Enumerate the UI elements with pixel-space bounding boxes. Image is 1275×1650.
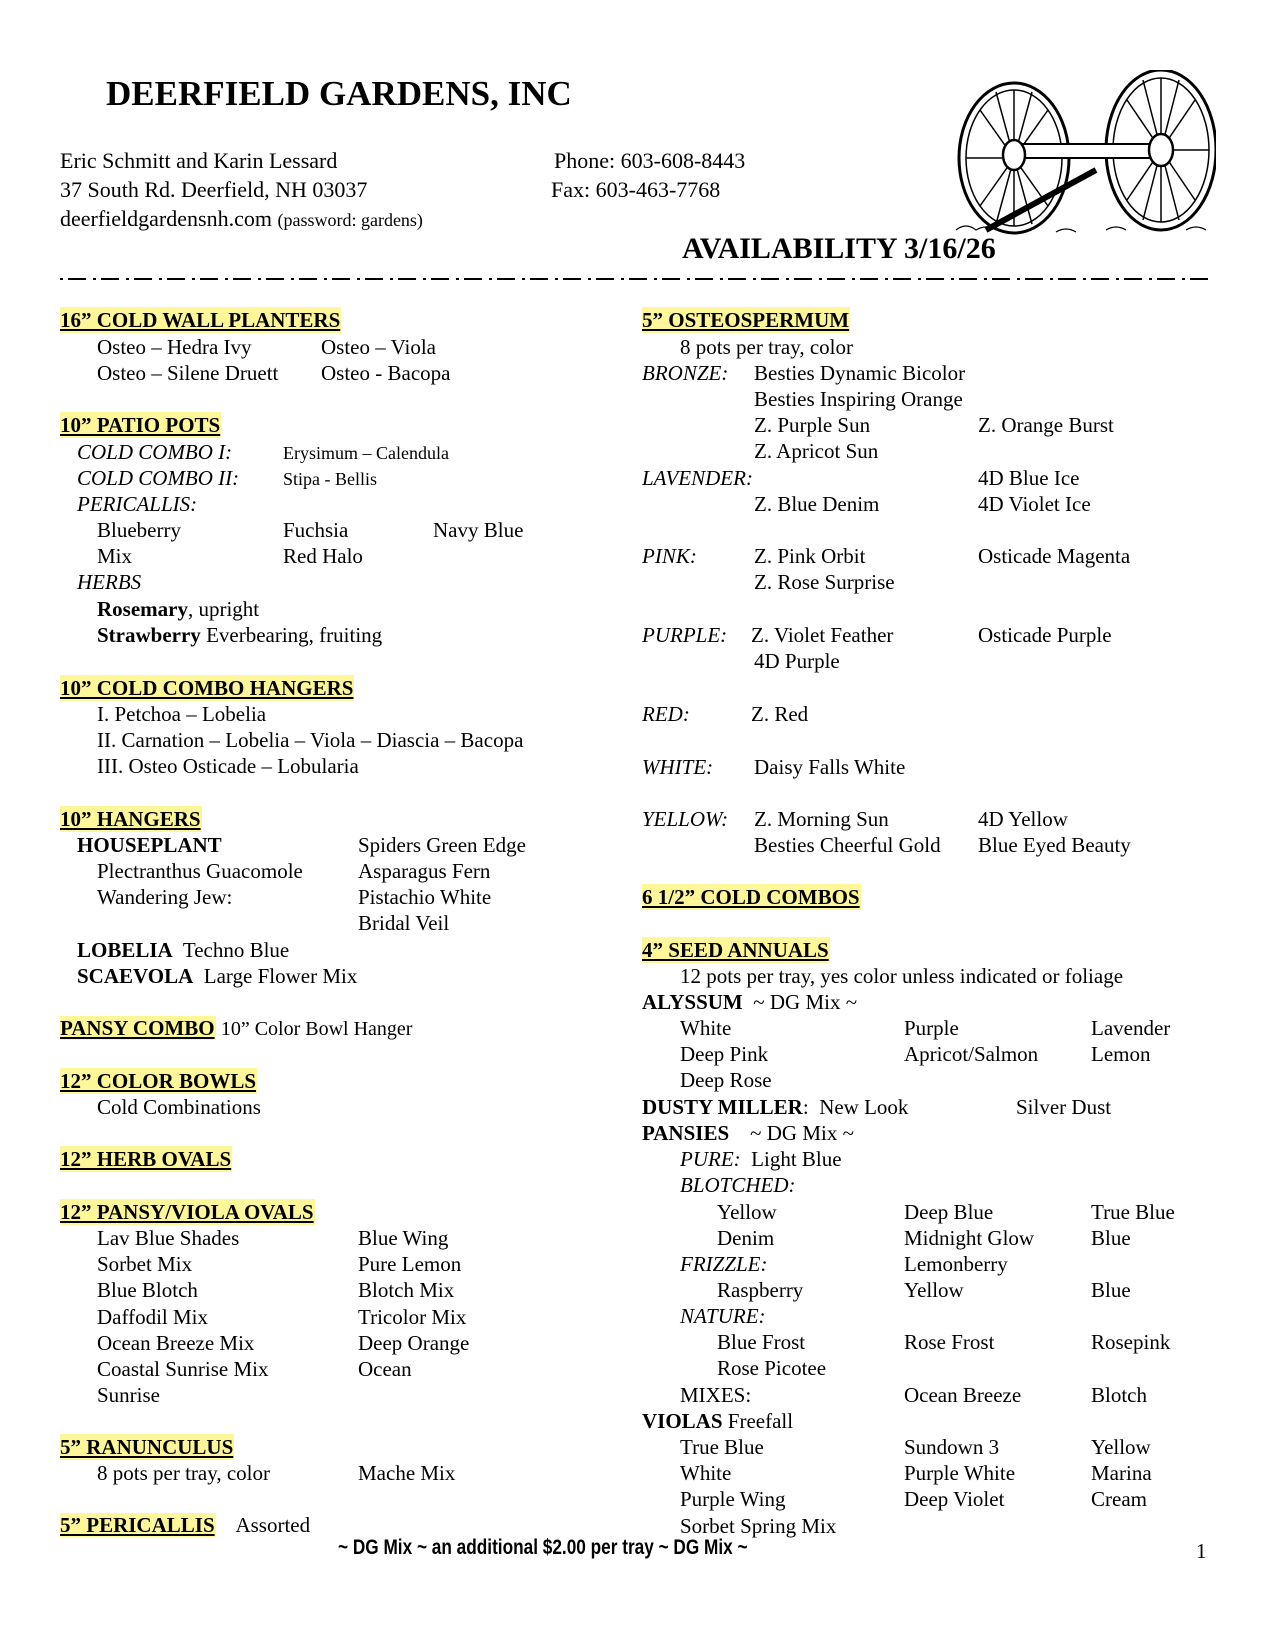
label-cold-combo-1: COLD COMBO I: bbox=[77, 440, 233, 464]
list-item: Osteo – Hedra Ivy bbox=[97, 335, 252, 359]
list-item: White bbox=[680, 1461, 732, 1486]
phone: Phone: 603-608-8443 bbox=[554, 148, 746, 173]
section-title-cold-wall-planters: 16” COLD WALL PLANTERS bbox=[60, 308, 341, 332]
pansy-combo-line: PANSY COMBO 10” Color Bowl Hanger bbox=[60, 1016, 413, 1040]
list-item: I. Petchoa – Lobelia bbox=[97, 702, 267, 726]
list-item: Blue Frost bbox=[717, 1330, 806, 1354]
dash-dot-divider bbox=[60, 278, 1210, 280]
list-item: Lavender bbox=[1091, 1016, 1171, 1040]
list-item: II. Carnation – Lobelia – Viola – Diascia – Bacopa bbox=[97, 728, 524, 752]
list-item: Apricot/Salmon bbox=[904, 1042, 1039, 1067]
pansies-line: PANSIES ~ DG Mix ~ bbox=[642, 1121, 854, 1145]
list-item: Bridal Veil bbox=[358, 911, 450, 935]
list-item: Blue Wing bbox=[358, 1226, 449, 1250]
label-white: WHITE: bbox=[642, 755, 714, 779]
list-item: Z. Rose Surprise bbox=[754, 570, 895, 594]
list-item: Z. Red bbox=[751, 702, 809, 726]
list-item: Rosepink bbox=[1091, 1330, 1171, 1354]
fax: Fax: 603-463-7768 bbox=[551, 177, 721, 202]
list-item: Daisy Falls White bbox=[754, 755, 906, 779]
list-item: Midnight Glow bbox=[904, 1226, 1035, 1250]
list-item: Z. Violet Feather bbox=[751, 623, 894, 647]
label-herbs: HERBS bbox=[77, 570, 142, 594]
list-item: True Blue bbox=[680, 1435, 764, 1459]
herb-rosemary: Rosemary, upright bbox=[97, 597, 260, 621]
list-item: True Blue bbox=[1091, 1200, 1175, 1224]
list-item: Deep Rose bbox=[680, 1068, 772, 1093]
list-item: Deep Orange bbox=[358, 1330, 470, 1355]
list-item: Sorbet Mix bbox=[97, 1252, 193, 1277]
seed-annuals-desc: 12 pots per tray, yes color unless indicated or foliage bbox=[680, 964, 1124, 988]
section-title-osteospermum: 5” OSTEOSPERMUM bbox=[642, 308, 850, 332]
list-item: Sorbet Spring Mix bbox=[680, 1513, 837, 1538]
list-item: Asparagus Fern bbox=[358, 859, 491, 883]
list-item: 4D Yellow bbox=[978, 807, 1068, 831]
list-item: Sundown 3 bbox=[904, 1435, 1000, 1459]
list-item: Lemonberry bbox=[904, 1252, 1008, 1276]
list-item: Rose Picotee bbox=[717, 1356, 827, 1380]
list-item: Red Halo bbox=[283, 544, 363, 568]
list-item: Yellow bbox=[717, 1200, 777, 1224]
osteo-desc: 8 pots per tray, color bbox=[680, 335, 854, 359]
dg-mix-footer-note: ~ DG Mix ~ an additional $2.00 per tray ~ DG Mix ~ bbox=[338, 1536, 748, 1559]
ranunculus-variety: Mache Mix bbox=[358, 1461, 456, 1485]
list-item: Z. Purple Sun bbox=[754, 413, 871, 437]
section-title-cold-combos: 6 1/2” COLD COMBOS bbox=[642, 885, 860, 909]
section-title-color-bowls: 12” COLOR BOWLS bbox=[60, 1069, 257, 1093]
wagon-wheels-illustration bbox=[946, 70, 1216, 240]
list-item: Plectranthus Guacomole bbox=[97, 859, 303, 883]
list-item: Blue Blotch bbox=[97, 1278, 198, 1303]
list-item: Pistachio White bbox=[358, 885, 492, 909]
section-title-cold-combo-hangers: 10” COLD COMBO HANGERS bbox=[60, 676, 354, 700]
list-item: Cream bbox=[1091, 1487, 1147, 1512]
pericallis-5-line: 5” PERICALLIS Assorted bbox=[60, 1513, 311, 1537]
list-item: Blue bbox=[1091, 1278, 1131, 1302]
section-title-herb-ovals: 12” HERB OVALS bbox=[60, 1147, 232, 1171]
label-red: RED: bbox=[642, 702, 690, 726]
list-item: Z. Orange Burst bbox=[978, 413, 1114, 437]
list-item: White bbox=[680, 1016, 732, 1040]
herb-strawberry: Strawberry Everbearing, fruiting bbox=[97, 623, 383, 647]
list-item: Lemon bbox=[1091, 1042, 1151, 1067]
list-item: Z. Apricot Sun bbox=[754, 439, 879, 463]
value-cold-combo-2: Stipa - Bellis bbox=[283, 469, 377, 489]
label-nature: NATURE: bbox=[680, 1304, 766, 1328]
section-title-pericallis-5: 5” PERICALLIS bbox=[60, 1513, 215, 1537]
list-item: Silver Dust bbox=[1016, 1095, 1112, 1119]
scaevola-line: SCAEVOLA Large Flower Mix bbox=[77, 964, 358, 988]
list-item: Rose Frost bbox=[904, 1330, 995, 1354]
list-item: Besties Dynamic Bicolor bbox=[754, 361, 966, 385]
list-item: Fuchsia bbox=[283, 518, 349, 542]
pure-line: PURE: Light Blue bbox=[680, 1147, 842, 1171]
label-yellow: YELLOW: bbox=[642, 807, 729, 831]
list-item: Besties Cheerful Gold bbox=[754, 833, 941, 857]
website-link[interactable]: deerfieldgardensnh.com bbox=[60, 206, 272, 231]
list-item: Ocean bbox=[358, 1357, 412, 1381]
owners: Eric Schmitt and Karin Lessard bbox=[60, 148, 338, 173]
list-item: Lav Blue Shades bbox=[97, 1226, 240, 1250]
availability-date: AVAILABILITY 3/16/26 bbox=[682, 232, 996, 265]
ranunculus-desc: 8 pots per tray, color bbox=[97, 1461, 271, 1485]
list-item: Sunrise bbox=[97, 1383, 160, 1408]
violas-line: VIOLAS Freefall bbox=[642, 1409, 794, 1433]
section-title-seed-annuals: 4” SEED ANNUALS bbox=[642, 938, 829, 962]
list-item: 4D Violet Ice bbox=[978, 492, 1091, 516]
list-item: 4D Purple bbox=[754, 649, 840, 673]
list-item: Osteo – Silene Druett bbox=[97, 361, 279, 385]
label-cold-combo-2: COLD COMBO II: bbox=[77, 466, 240, 490]
address: 37 South Rd. Deerfield, NH 03037 bbox=[60, 177, 368, 202]
list-item: Purple White bbox=[904, 1461, 1016, 1486]
list-item: Osteo - Bacopa bbox=[321, 361, 451, 385]
list-item: Ocean Breeze bbox=[904, 1383, 1022, 1407]
list-item: Osticade Purple bbox=[978, 623, 1112, 647]
section-title-ranunculus: 5” RANUNCULUS bbox=[60, 1435, 234, 1459]
list-item: Raspberry bbox=[717, 1278, 804, 1302]
company-name: DEERFIELD GARDENS, INC bbox=[106, 74, 572, 113]
list-item: Navy Blue bbox=[433, 518, 524, 542]
list-item: Osticade Magenta bbox=[978, 544, 1131, 568]
list-item: Cold Combinations bbox=[97, 1095, 261, 1119]
list-item: Deep Blue bbox=[904, 1200, 994, 1224]
list-item: Spiders Green Edge bbox=[358, 833, 526, 857]
label-lavender: LAVENDER: bbox=[642, 466, 753, 490]
list-item: Blueberry bbox=[97, 518, 181, 542]
label-pericallis: PERICALLIS: bbox=[77, 492, 198, 516]
list-item: Z. Pink Orbit bbox=[754, 544, 866, 568]
list-item: Z. Morning Sun bbox=[754, 807, 889, 831]
list-item: Tricolor Mix bbox=[358, 1304, 467, 1329]
list-item: III. Osteo Osticade – Lobularia bbox=[97, 754, 359, 778]
value-cold-combo-1: Erysimum – Calendula bbox=[283, 443, 449, 463]
list-item: Daffodil Mix bbox=[97, 1304, 209, 1329]
list-item: Yellow bbox=[904, 1278, 964, 1302]
alyssum-line: ALYSSUM ~ DG Mix ~ bbox=[642, 990, 858, 1014]
list-item: Blue Eyed Beauty bbox=[978, 833, 1131, 857]
list-item: 4D Blue Ice bbox=[978, 466, 1080, 490]
dusty-miller-line: DUSTY MILLER: New Look bbox=[642, 1095, 909, 1119]
list-item: Purple Wing bbox=[680, 1487, 786, 1512]
label-blotched: BLOTCHED: bbox=[680, 1173, 796, 1197]
list-item: Deep Pink bbox=[680, 1042, 769, 1067]
list-item: Coastal Sunrise Mix bbox=[97, 1357, 269, 1381]
label-purple: PURPLE: bbox=[642, 623, 728, 647]
list-item: Z. Blue Denim bbox=[754, 492, 880, 516]
label-mixes: MIXES: bbox=[680, 1383, 752, 1407]
label-pink: PINK: bbox=[642, 544, 697, 568]
list-item: Osteo – Viola bbox=[321, 335, 437, 359]
list-item: Blotch bbox=[1091, 1383, 1147, 1407]
section-title-pansy-combo: PANSY COMBO bbox=[60, 1016, 215, 1040]
list-item: Yellow bbox=[1091, 1435, 1151, 1459]
list-item: Denim bbox=[717, 1226, 775, 1250]
lobelia-line: LOBELIA Techno Blue bbox=[77, 938, 290, 962]
list-item: Blue bbox=[1091, 1226, 1131, 1250]
list-item: Marina bbox=[1091, 1461, 1152, 1486]
label-frizzle: FRIZZLE: bbox=[680, 1252, 768, 1276]
list-item: Besties Inspiring Orange bbox=[754, 387, 963, 411]
list-item: Deep Violet bbox=[904, 1487, 1005, 1512]
label-houseplant: HOUSEPLANT bbox=[77, 833, 222, 857]
list-item: Blotch Mix bbox=[358, 1278, 455, 1303]
list-item: Purple bbox=[904, 1016, 959, 1040]
label-bronze: BRONZE: bbox=[642, 361, 729, 385]
list-item: Ocean Breeze Mix bbox=[97, 1330, 255, 1355]
section-title-patio-pots: 10” PATIO POTS bbox=[60, 413, 221, 437]
password-note: (password: gardens) bbox=[277, 210, 423, 230]
section-title-pansy-viola-ovals: 12” PANSY/VIOLA OVALS bbox=[60, 1200, 314, 1224]
list-item: Wandering Jew: bbox=[97, 885, 233, 909]
list-item: Pure Lemon bbox=[358, 1252, 462, 1277]
list-item: Mix bbox=[97, 544, 133, 568]
website-line bbox=[60, 206, 423, 233]
page-number: 1 bbox=[1196, 1539, 1207, 1563]
section-title-hangers: 10” HANGERS bbox=[60, 807, 201, 831]
